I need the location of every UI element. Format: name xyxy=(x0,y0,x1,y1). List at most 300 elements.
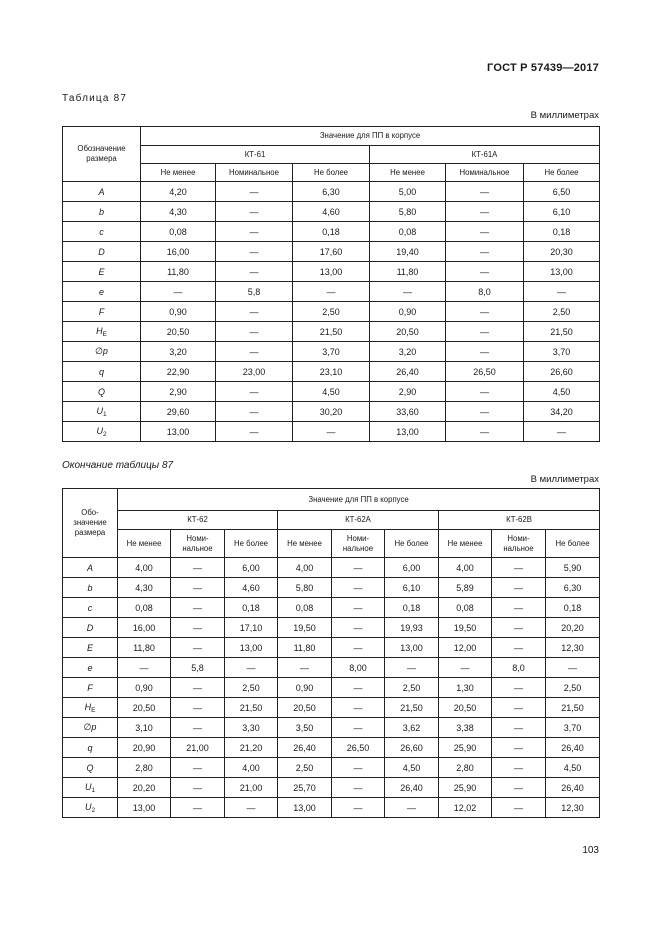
value-cell: 3,70 xyxy=(293,342,370,362)
size-symbol xyxy=(63,758,118,778)
value-cell: — xyxy=(171,758,225,778)
value-cell: 5,00 xyxy=(370,182,446,202)
value-cell: 29,60 xyxy=(141,402,216,422)
value-cell: 13,00 xyxy=(225,638,278,658)
value-cell: 21,00 xyxy=(171,738,225,758)
value-cell: — xyxy=(216,422,293,442)
value-cell: — xyxy=(492,598,546,618)
value-cell: 20,90 xyxy=(118,738,171,758)
group-header: Значение для ПП в корпусе xyxy=(141,127,600,146)
table-row xyxy=(63,242,600,262)
table-row xyxy=(63,618,600,638)
sub-header: Не более xyxy=(546,530,600,558)
size-symbol-text: b xyxy=(87,582,93,593)
value-cell: — xyxy=(171,798,225,818)
size-symbol xyxy=(63,658,118,678)
table-row xyxy=(63,658,600,678)
value-cell: 22,90 xyxy=(141,362,216,382)
size-symbol xyxy=(63,778,118,798)
value-cell: 19,50 xyxy=(278,618,332,638)
units-note: В миллиметрах xyxy=(530,474,599,485)
size-symbol-subscript: 2 xyxy=(102,430,107,438)
value-cell: — xyxy=(332,798,385,818)
value-cell: 26,40 xyxy=(370,362,446,382)
value-cell: 19,40 xyxy=(370,242,446,262)
value-cell: 17,10 xyxy=(225,618,278,638)
size-symbol-text: D xyxy=(98,246,105,257)
value-cell: — xyxy=(216,302,293,322)
size-symbol-text: U xyxy=(84,781,92,792)
size-symbol-text: e xyxy=(98,286,104,297)
table-caption: Окончание таблицы 87 xyxy=(62,460,174,471)
value-cell: 0,08 xyxy=(141,222,216,242)
value-cell: — xyxy=(446,342,524,362)
sub-header: Не более xyxy=(293,164,370,182)
value-cell: 13,00 xyxy=(278,798,332,818)
size-symbol-text: E xyxy=(86,642,93,653)
value-cell: — xyxy=(446,402,524,422)
sub-header: Номи- нальное xyxy=(171,530,225,558)
table-row xyxy=(63,422,600,442)
size-symbol-subscript: E xyxy=(102,330,107,338)
size-symbol-text: b xyxy=(98,206,104,217)
value-cell: — xyxy=(332,638,385,658)
value-cell: 2,50 xyxy=(293,302,370,322)
value-cell: 5,90 xyxy=(546,558,600,578)
value-cell: 13,00 xyxy=(293,262,370,282)
value-cell: 4,30 xyxy=(141,202,216,222)
table-row xyxy=(63,738,600,758)
value-cell: 20,20 xyxy=(546,618,600,638)
value-cell: 17,60 xyxy=(293,242,370,262)
size-symbol xyxy=(63,422,141,442)
value-cell: 23,00 xyxy=(216,362,293,382)
value-cell: 11,80 xyxy=(370,262,446,282)
value-cell: — xyxy=(171,618,225,638)
value-cell: 13,00 xyxy=(141,422,216,442)
value-cell: 2,50 xyxy=(524,302,600,322)
value-cell: 26,40 xyxy=(278,738,332,758)
value-cell: — xyxy=(171,598,225,618)
value-cell: 19,93 xyxy=(385,618,439,638)
value-cell: 6,10 xyxy=(385,578,439,598)
value-cell: 11,80 xyxy=(118,638,171,658)
table-row xyxy=(63,202,600,222)
value-cell: — xyxy=(216,242,293,262)
value-cell: 21,50 xyxy=(524,322,600,342)
table-row xyxy=(63,698,600,718)
table-row xyxy=(63,638,600,658)
value-cell: 20,50 xyxy=(118,698,171,718)
value-cell: 5,8 xyxy=(171,658,225,678)
table-row xyxy=(63,342,600,362)
value-cell: — xyxy=(492,698,546,718)
table-row xyxy=(63,302,600,322)
value-cell: 26,50 xyxy=(332,738,385,758)
value-cell: 16,00 xyxy=(141,242,216,262)
sub-header: Номинальное xyxy=(446,164,524,182)
value-cell: 26,40 xyxy=(546,738,600,758)
size-symbol-subscript: 1 xyxy=(102,410,107,418)
value-cell: — xyxy=(492,638,546,658)
value-cell: 20,50 xyxy=(141,322,216,342)
value-cell: — xyxy=(278,658,332,678)
value-cell: 3,62 xyxy=(385,718,439,738)
value-cell: 8,0 xyxy=(492,658,546,678)
value-cell: 0,18 xyxy=(524,222,600,242)
size-symbol-text: Q xyxy=(86,762,94,773)
value-cell: — xyxy=(446,422,524,442)
value-cell: — xyxy=(293,282,370,302)
value-cell: — xyxy=(492,778,546,798)
value-cell: 0,18 xyxy=(546,598,600,618)
value-cell: — xyxy=(332,578,385,598)
size-symbol-text: q xyxy=(87,742,93,753)
value-cell: 4,60 xyxy=(293,202,370,222)
table-row xyxy=(63,578,600,598)
table-row xyxy=(63,382,600,402)
document-header: ГОСТ Р 57439—2017 xyxy=(487,62,599,74)
value-cell: — xyxy=(446,202,524,222)
value-cell: — xyxy=(492,738,546,758)
value-cell: 11,80 xyxy=(278,638,332,658)
size-symbol-text: E xyxy=(98,266,105,277)
size-symbol-subscript: E xyxy=(91,706,96,714)
value-cell: 5,80 xyxy=(370,202,446,222)
size-symbol-text: F xyxy=(87,682,93,693)
size-symbol xyxy=(63,598,118,618)
value-cell: 6,30 xyxy=(293,182,370,202)
sub-header: Не менее xyxy=(370,164,446,182)
value-cell: — xyxy=(171,678,225,698)
size-symbol xyxy=(63,342,141,362)
value-cell: 12,02 xyxy=(439,798,492,818)
value-cell: 5,8 xyxy=(216,282,293,302)
value-cell: 2,50 xyxy=(278,758,332,778)
size-symbol-text: H xyxy=(84,701,92,712)
value-cell: 0,08 xyxy=(370,222,446,242)
table-row xyxy=(63,558,600,578)
size-symbol xyxy=(63,638,118,658)
value-cell: 12,00 xyxy=(439,638,492,658)
value-cell: — xyxy=(385,658,439,678)
value-cell: — xyxy=(446,242,524,262)
value-cell: — xyxy=(492,798,546,818)
value-cell: — xyxy=(332,778,385,798)
table-row xyxy=(63,322,600,342)
value-cell: 26,40 xyxy=(385,778,439,798)
value-cell: 0,08 xyxy=(439,598,492,618)
size-symbol-text: D xyxy=(86,622,94,633)
value-cell: 20,50 xyxy=(278,698,332,718)
value-cell: 8,00 xyxy=(332,658,385,678)
size-symbol xyxy=(63,242,141,262)
value-cell: 4,20 xyxy=(141,182,216,202)
value-cell: 4,00 xyxy=(118,558,171,578)
size-symbol xyxy=(63,402,141,422)
value-cell: — xyxy=(171,778,225,798)
sub-header: Не менее xyxy=(439,530,492,558)
sub-header: Номи- нальное xyxy=(492,530,546,558)
value-cell: 21,50 xyxy=(385,698,439,718)
value-cell: 13,00 xyxy=(524,262,600,282)
size-symbol xyxy=(63,222,141,242)
value-cell: 4,50 xyxy=(293,382,370,402)
value-cell: — xyxy=(293,422,370,442)
size-symbol xyxy=(63,182,141,202)
value-cell: 20,20 xyxy=(118,778,171,798)
value-cell: 12,30 xyxy=(546,798,600,818)
value-cell: 26,50 xyxy=(446,362,524,382)
value-cell: 4,00 xyxy=(439,558,492,578)
value-cell: — xyxy=(332,678,385,698)
value-cell: 21,50 xyxy=(293,322,370,342)
value-cell: — xyxy=(524,282,600,302)
sub-header: Не более xyxy=(225,530,278,558)
value-cell: 21,50 xyxy=(225,698,278,718)
table-caption: Таблица 87 xyxy=(62,93,128,104)
value-cell: 0,90 xyxy=(141,302,216,322)
value-cell: 4,50 xyxy=(546,758,600,778)
value-cell: 2,50 xyxy=(385,678,439,698)
sub-header: Не менее xyxy=(141,164,216,182)
value-cell: — xyxy=(446,382,524,402)
table-row xyxy=(63,182,600,202)
value-cell: — xyxy=(446,182,524,202)
size-symbol-subscript: 2 xyxy=(91,806,96,814)
value-cell: 6,10 xyxy=(524,202,600,222)
value-cell: 0,08 xyxy=(278,598,332,618)
value-cell: 25,70 xyxy=(278,778,332,798)
value-cell: 23,10 xyxy=(293,362,370,382)
value-cell: 26,60 xyxy=(524,362,600,382)
value-cell: — xyxy=(171,558,225,578)
size-header: Обо- значение размера xyxy=(63,489,118,558)
value-cell: 5,80 xyxy=(278,578,332,598)
value-cell: 12,30 xyxy=(546,638,600,658)
size-symbol xyxy=(63,698,118,718)
value-cell: — xyxy=(492,578,546,598)
size-symbol xyxy=(63,738,118,758)
value-cell: 13,00 xyxy=(385,638,439,658)
size-symbol-text: c xyxy=(99,226,104,237)
sub-header: Не более xyxy=(385,530,439,558)
value-cell: — xyxy=(216,182,293,202)
value-cell: — xyxy=(332,718,385,738)
value-cell: — xyxy=(446,222,524,242)
size-symbol-text: A xyxy=(98,186,105,197)
size-symbol xyxy=(63,362,141,382)
package-header: КТ-61 xyxy=(141,146,370,164)
value-cell: 3,20 xyxy=(370,342,446,362)
size-symbol-text: U xyxy=(96,425,103,436)
value-cell: — xyxy=(171,638,225,658)
value-cell: 6,50 xyxy=(524,182,600,202)
value-cell: 3,10 xyxy=(118,718,171,738)
value-cell: — xyxy=(171,578,225,598)
value-cell: 13,00 xyxy=(370,422,446,442)
value-cell: 0,18 xyxy=(293,222,370,242)
value-cell: 2,90 xyxy=(141,382,216,402)
value-cell: 0,18 xyxy=(225,598,278,618)
value-cell: — xyxy=(492,678,546,698)
value-cell: 3,50 xyxy=(278,718,332,738)
table-row xyxy=(63,222,600,242)
table-row xyxy=(63,798,600,818)
size-symbol-text: F xyxy=(98,306,105,317)
size-symbol-text: ∅p xyxy=(95,346,108,356)
value-cell: — xyxy=(385,798,439,818)
sub-header: Номинальное xyxy=(216,164,293,182)
value-cell: 26,60 xyxy=(385,738,439,758)
sub-header: Не менее xyxy=(278,530,332,558)
value-cell: 5,89 xyxy=(439,578,492,598)
value-cell: — xyxy=(171,698,225,718)
size-symbol xyxy=(63,558,118,578)
size-symbol-text: U xyxy=(84,801,92,812)
value-cell: 1,30 xyxy=(439,678,492,698)
value-cell: 0,18 xyxy=(385,598,439,618)
value-cell: 2,80 xyxy=(439,758,492,778)
size-symbol xyxy=(63,578,118,598)
table-row xyxy=(63,758,600,778)
value-cell: 3,70 xyxy=(524,342,600,362)
size-symbol-text: H xyxy=(96,325,103,336)
package-header: КТ-62В xyxy=(439,511,600,530)
size-symbol-subscript: 1 xyxy=(91,786,96,794)
value-cell: — xyxy=(216,402,293,422)
size-header: Обозначение размера xyxy=(63,127,141,182)
value-cell: 30,20 xyxy=(293,402,370,422)
value-cell: — xyxy=(524,422,600,442)
table-87 xyxy=(62,126,600,442)
size-symbol xyxy=(63,618,118,638)
value-cell: 25,90 xyxy=(439,778,492,798)
value-cell: 0,90 xyxy=(118,678,171,698)
value-cell: 0,90 xyxy=(278,678,332,698)
value-cell: 3,20 xyxy=(141,342,216,362)
value-cell: — xyxy=(216,342,293,362)
value-cell: 0,90 xyxy=(370,302,446,322)
value-cell: 2,80 xyxy=(118,758,171,778)
value-cell: 6,00 xyxy=(385,558,439,578)
value-cell: — xyxy=(332,758,385,778)
size-symbol xyxy=(63,322,141,342)
value-cell: — xyxy=(171,718,225,738)
value-cell: — xyxy=(492,718,546,738)
value-cell: 4,60 xyxy=(225,578,278,598)
value-cell: 3,38 xyxy=(439,718,492,738)
size-symbol xyxy=(63,798,118,818)
value-cell: 0,08 xyxy=(118,598,171,618)
value-cell: — xyxy=(332,618,385,638)
size-symbol xyxy=(63,202,141,222)
value-cell: 20,50 xyxy=(370,322,446,342)
value-cell: 34,20 xyxy=(524,402,600,422)
sub-header: Не менее xyxy=(118,530,171,558)
size-symbol xyxy=(63,718,118,738)
size-symbol-text: U xyxy=(96,405,103,416)
table-row xyxy=(63,678,600,698)
value-cell: — xyxy=(332,598,385,618)
value-cell: — xyxy=(446,302,524,322)
value-cell: 3,30 xyxy=(225,718,278,738)
table-row xyxy=(63,282,600,302)
value-cell: — xyxy=(546,658,600,678)
value-cell: 4,00 xyxy=(278,558,332,578)
sub-header: Не более xyxy=(524,164,600,182)
size-symbol-text: q xyxy=(98,366,104,377)
value-cell: 11,80 xyxy=(141,262,216,282)
table-row xyxy=(63,778,600,798)
size-symbol xyxy=(63,282,141,302)
value-cell: 13,00 xyxy=(118,798,171,818)
size-symbol-text: e xyxy=(87,662,93,673)
page-number: 103 xyxy=(582,845,599,856)
value-cell: 21,20 xyxy=(225,738,278,758)
value-cell: — xyxy=(370,282,446,302)
value-cell: — xyxy=(216,322,293,342)
value-cell: 4,00 xyxy=(225,758,278,778)
value-cell: 2,50 xyxy=(225,678,278,698)
group-header: Значение для ПП в корпусе xyxy=(118,489,600,511)
value-cell: — xyxy=(118,658,171,678)
value-cell: 3,70 xyxy=(546,718,600,738)
value-cell: 4,30 xyxy=(118,578,171,598)
value-cell: — xyxy=(332,698,385,718)
package-header: КТ-61А xyxy=(370,146,600,164)
value-cell: — xyxy=(216,262,293,282)
value-cell: — xyxy=(332,558,385,578)
value-cell: 4,50 xyxy=(524,382,600,402)
value-cell: — xyxy=(446,262,524,282)
size-symbol xyxy=(63,302,141,322)
value-cell: — xyxy=(225,798,278,818)
value-cell: 2,50 xyxy=(546,678,600,698)
size-symbol-text: Q xyxy=(97,386,105,397)
value-cell: 6,30 xyxy=(546,578,600,598)
value-cell: 6,00 xyxy=(225,558,278,578)
value-cell: 20,30 xyxy=(524,242,600,262)
value-cell: 33,60 xyxy=(370,402,446,422)
value-cell: 26,40 xyxy=(546,778,600,798)
value-cell: — xyxy=(492,758,546,778)
size-symbol-text: ∅p xyxy=(83,722,97,732)
value-cell: 2,90 xyxy=(370,382,446,402)
table-row xyxy=(63,402,600,422)
size-symbol-text: A xyxy=(86,562,93,573)
value-cell: — xyxy=(446,322,524,342)
size-symbol xyxy=(63,382,141,402)
value-cell: — xyxy=(141,282,216,302)
table-row xyxy=(63,362,600,382)
value-cell: 19,50 xyxy=(439,618,492,638)
value-cell: — xyxy=(216,382,293,402)
table-87-continued xyxy=(62,488,600,818)
value-cell: 25,90 xyxy=(439,738,492,758)
value-cell: — xyxy=(492,618,546,638)
size-symbol-text: c xyxy=(87,602,93,613)
value-cell: — xyxy=(225,658,278,678)
value-cell: — xyxy=(492,558,546,578)
value-cell: — xyxy=(216,222,293,242)
value-cell: — xyxy=(216,202,293,222)
value-cell: 4,50 xyxy=(385,758,439,778)
value-cell: 8,0 xyxy=(446,282,524,302)
value-cell: — xyxy=(439,658,492,678)
package-header: КТ-62 xyxy=(118,511,278,530)
package-header: КТ-62А xyxy=(278,511,439,530)
